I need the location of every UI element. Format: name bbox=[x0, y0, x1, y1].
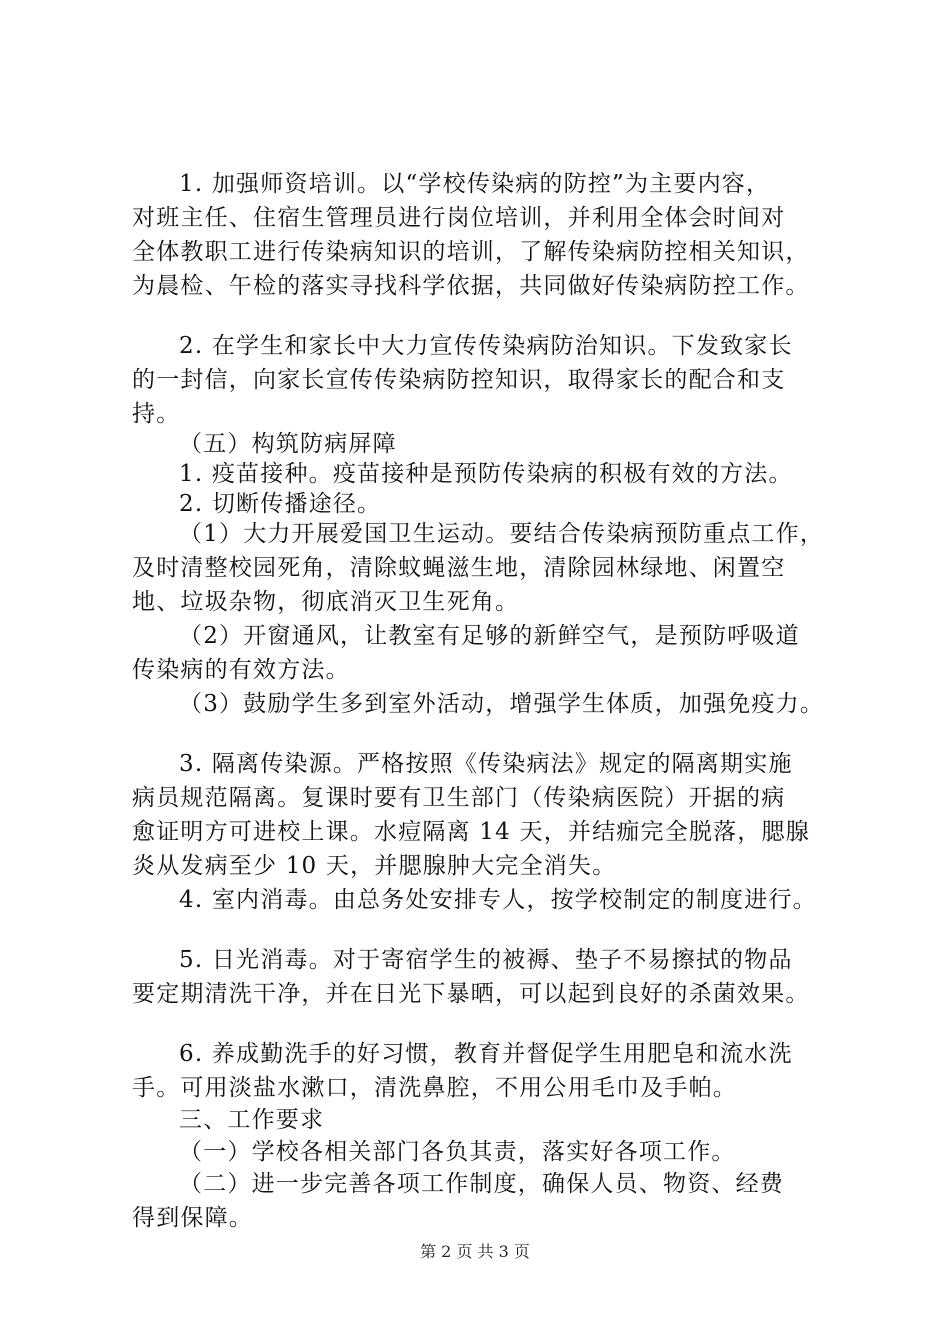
text-line: （二）进一步完善各项工作制度，确保人员、物资、经费 bbox=[179, 1171, 784, 1197]
text-line: 对班主任、住宿生管理员进行岗位培训，并利用全体会时间对 bbox=[132, 205, 786, 231]
text-line: 传染病的有效方法。 bbox=[132, 657, 350, 683]
text-line: 1. 疫苗接种。疫苗接种是预防传染病的积极有效的方法。 bbox=[179, 461, 793, 487]
text-line: 全体教职工进行传染病知识的培训，了解传染病防控相关知识， bbox=[132, 239, 810, 265]
text-line: （3）鼓励学生多到室外活动，增强学生体质，加强免疫力。 bbox=[179, 691, 825, 717]
text-line: 愈证明方可进校上课。水痘隔离 14 天，并结痂完全脱落，腮腺 bbox=[132, 819, 810, 845]
text-line: 6. 养成勤洗手的好习惯，教育并督促学生用肥皂和流水洗 bbox=[179, 1041, 793, 1067]
text-line: 2. 切断传播途径。 bbox=[179, 491, 382, 517]
text-line: 要定期清洗干净，并在日光下暴晒，可以起到良好的杀菌效果。 bbox=[132, 981, 810, 1007]
text-line: 病员规范隔离。复课时要有卫生部门（传染病医院）开据的病 bbox=[132, 785, 786, 811]
section-heading: （五）构筑防病屏障 bbox=[179, 431, 397, 457]
text-line: 炎从发病至少 10 天，并腮腺肿大完全消失。 bbox=[132, 853, 617, 879]
section-heading: 三、工作要求 bbox=[179, 1107, 325, 1133]
text-line: 为晨检、午检的落实寻找科学依据，共同做好传染病防控工作。 bbox=[132, 273, 810, 299]
text-line: 5. 日光消毒。对于寄宿学生的被褥、垫子不易擦拭的物品 bbox=[179, 947, 793, 973]
text-line: 地、垃圾杂物，彻底消灭卫生死角。 bbox=[132, 589, 520, 615]
text-line: （一）学校各相关部门各负其责，落实好各项工作。 bbox=[179, 1139, 736, 1165]
text-line: 得到保障。 bbox=[132, 1205, 253, 1231]
page-footer: 第 2 页 共 3 页 bbox=[420, 1242, 530, 1261]
text-line: （1）大力开展爱国卫生运动。要结合传染病预防重点工作， bbox=[179, 521, 825, 547]
text-line: 持。 bbox=[132, 401, 181, 427]
text-line: （2）开窗通风，让教室有足够的新鲜空气，是预防呼吸道 bbox=[179, 623, 800, 649]
text-line: 的一封信，向家长宣传传染病防控知识，取得家长的配合和支 bbox=[132, 367, 786, 393]
text-line: 3. 隔离传染源。严格按照《传染病法》规定的隔离期实施 bbox=[179, 751, 793, 777]
text-line: 2. 在学生和家长中大力宣传传染病防治知识。下发致家长 bbox=[179, 333, 793, 359]
text-line: 4. 室内消毒。由总务处安排专人，按学校制定的制度进行。 bbox=[179, 887, 817, 913]
text-line: 手。可用淡盐水漱口，清洗鼻腔，不用公用毛巾及手帕。 bbox=[132, 1075, 737, 1101]
text-line: 1. 加强师资培训。以“学校传染病的防控”为主要内容， bbox=[179, 171, 771, 197]
text-line: 及时清整校园死角，清除蚊蝇滋生地，清除园林绿地、闲置空 bbox=[132, 555, 786, 581]
